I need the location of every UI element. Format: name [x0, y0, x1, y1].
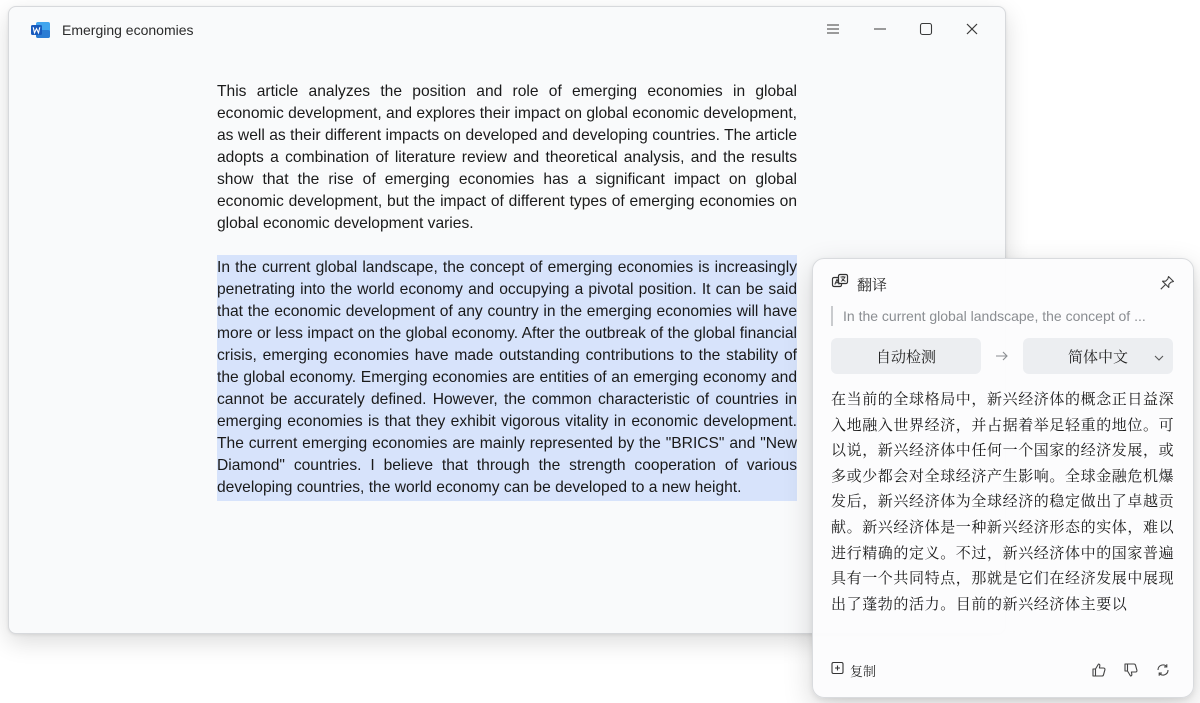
minimize-button[interactable]: [866, 15, 894, 43]
source-text-preview: In the current global landscape, the concept of ...: [831, 306, 1171, 326]
translate-panel: [812, 258, 1194, 698]
word-icon: [31, 21, 51, 39]
source-language-label: 自动检测: [875, 347, 936, 366]
minimize-icon: [873, 22, 887, 36]
thumbs-up-button[interactable]: [1089, 660, 1109, 680]
thumbs-down-icon: [1123, 662, 1139, 678]
menu-button[interactable]: [819, 15, 847, 43]
close-icon: [965, 22, 979, 36]
title-bar[interactable]: [9, 7, 1005, 51]
document-body[interactable]: [217, 81, 797, 521]
thumbs-down-button[interactable]: [1121, 660, 1141, 680]
hamburger-icon: [826, 23, 840, 35]
maximize-button[interactable]: [912, 15, 940, 43]
window-title: Emerging economies: [62, 22, 194, 38]
translation-result[interactable]: 在当前的全球格局中，新兴经济体的概念正日益深入地融入世界经济，并占据着举足轻重的地位。可以说，新兴经济体中任何一个国家的经济发展，或多或少都会对全球经济产生影响。全球金融危机爆发后，新兴经济体为全球经济的稳定做出了卓越贡献。新兴经济体是一种新兴经济形态的实体，难以进行精确的定义。不过，新兴经济体中的国家普遍具有一个共同特点，那就是它们在经济发展中展现出了蓬勃的活力。目前的新兴经济体主要以: [831, 390, 1175, 613]
pin-icon: [1159, 275, 1175, 291]
pin-button[interactable]: [1157, 273, 1177, 293]
translate-footer: [831, 659, 1177, 681]
target-language-dropdown[interactable]: [1023, 338, 1173, 374]
source-language-button[interactable]: [831, 338, 981, 374]
paragraph-selected[interactable]: In the current global landscape, the concept of emerging economies is increasingly penetrating into the world economy and occupying a pivotal position. It can be said that the economic development of any country in the emerging economies will have more or less impact on the global economy. After the outbreak of the global financial crisis, emerging economies have made outstanding contributions to the stability of the global economy. Emerging economies are entities of an emerging economy and cannot be accurately defined. However, the common characteristic of countries in emerging economies is that they exhibit vigorous vitality in economic development. The current emerging economies are mainly represented by the "BRICS" and "New Diamond" countries. I believe that through the strength cooperation of various developing countries, the world economy can be developed to a new height.: [217, 255, 797, 501]
copy-icon: [831, 661, 845, 680]
paragraph-abstract[interactable]: This article analyzes the position and role of emerging economies in global economic development, and explores their impact on global economic development, as well as their different impacts on developed and developing countries. The article adopts a combination of literature review and theoretical analysis, and the results show that the rise of emerging economies has a significant impact on global economic development, but the impact of different types of emerging economies on global economic development varies.: [217, 83, 797, 232]
translate-title: 翻译: [857, 275, 888, 294]
close-button[interactable]: [958, 15, 986, 43]
maximize-icon: [919, 22, 933, 36]
target-language-label: 简体中文: [1067, 347, 1128, 366]
regenerate-button[interactable]: [1153, 660, 1173, 680]
arrow-right-icon: [994, 348, 1010, 364]
refresh-icon: [1155, 662, 1171, 678]
chevron-down-icon: [1153, 350, 1165, 368]
translate-header: [831, 273, 887, 295]
thumbs-up-icon: [1091, 662, 1107, 678]
copy-label: 复制: [850, 664, 877, 680]
copy-button[interactable]: [831, 659, 876, 681]
language-selector-row: [831, 338, 1175, 374]
translate-icon: [831, 273, 849, 296]
